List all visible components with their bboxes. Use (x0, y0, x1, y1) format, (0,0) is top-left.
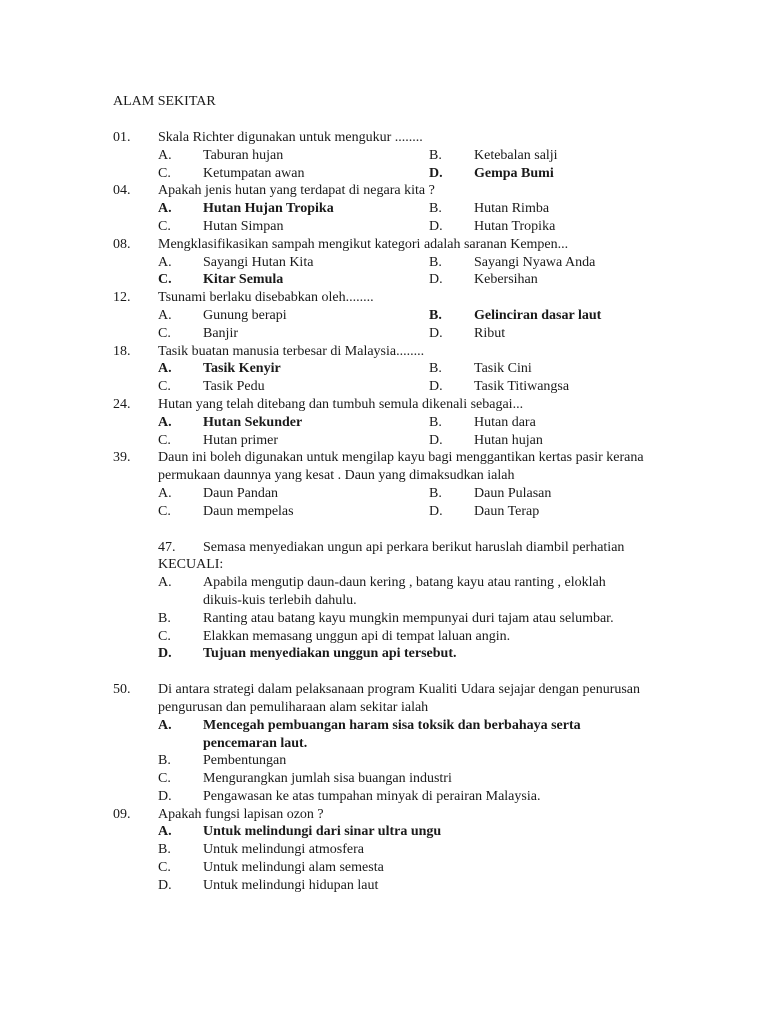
spacer (0, 521, 768, 539)
option-letter: C. (158, 860, 171, 876)
answer-option (429, 414, 729, 432)
question-text: Di antara strategi dalam pelaksanaan program Kualiti Udara sejajar dengan penurusan pengurusan dan pemuliharaan alam sekitar ialah (158, 682, 641, 715)
answer-option (0, 752, 768, 770)
option-text: Ketebalan salji (474, 147, 558, 163)
option-text: Sayangi Nyawa Anda (474, 254, 596, 270)
option-text: Banjir (203, 325, 238, 341)
option-letter: D. (429, 432, 443, 448)
option-text: Sayangi Hutan Kita (203, 254, 314, 270)
answer-option (429, 200, 729, 218)
answer-option (0, 307, 429, 325)
option-text: Gunung berapi (203, 307, 287, 323)
option-row (0, 325, 768, 343)
question-text: Apakah jenis hutan yang terdapat di negara kita ? (158, 183, 435, 199)
option-text: Hutan dara (474, 414, 536, 430)
option-text: Tujuan menyediakan unggun api tersebut. (203, 646, 457, 662)
option-text: Tasik Pedu (203, 379, 265, 395)
answer-option (0, 165, 429, 183)
question-text: Apakah fungsi lapisan ozon ? (158, 806, 324, 822)
question-number: 24. (113, 396, 131, 412)
answer-option (429, 271, 729, 289)
option-letter: B. (429, 485, 442, 501)
option-row (0, 307, 768, 325)
option-letter: A. (158, 485, 172, 501)
option-row (0, 485, 768, 503)
option-text: Ketumpatan awan (203, 165, 305, 181)
answer-option (0, 574, 768, 610)
question-text: 47. Semasa menyediakan ungun api perkara berikut haruslah diambil perhatian KECUALI: (158, 539, 625, 573)
question-row (0, 449, 768, 485)
question-block (0, 396, 768, 449)
option-letter: A. (158, 254, 172, 270)
option-text: Daun Pandan (203, 485, 279, 501)
answer-option (0, 271, 429, 289)
option-letter: A. (158, 717, 172, 733)
option-letter: A. (158, 307, 172, 323)
question-row (0, 396, 768, 414)
answer-option (0, 378, 429, 396)
option-letter: A. (158, 361, 172, 377)
option-letter: C. (158, 628, 171, 644)
option-row (0, 254, 768, 272)
question-block (0, 289, 768, 342)
option-letter: C. (158, 165, 171, 181)
answer-option (0, 218, 429, 236)
answer-option (429, 360, 729, 378)
option-text: Kitar Semula (203, 272, 284, 288)
option-letter: C. (158, 218, 171, 234)
option-letter: D. (429, 379, 443, 395)
answer-option (0, 325, 429, 343)
question-list (0, 129, 768, 895)
option-letter: C. (158, 379, 171, 395)
answer-option (0, 645, 768, 663)
answer-option (429, 254, 729, 272)
answer-option (0, 414, 429, 432)
option-letter: B. (158, 753, 171, 769)
option-letter: D. (429, 218, 443, 234)
question-row (0, 806, 768, 824)
answer-option (429, 165, 729, 183)
option-row (0, 165, 768, 183)
answer-option (429, 147, 729, 165)
question-number: 09. (113, 806, 131, 822)
question-text: Skala Richter digunakan untuk mengukur ........ (158, 130, 423, 145)
option-letter: D. (429, 503, 443, 519)
option-text: Hutan Tropika (474, 218, 556, 234)
option-letter: C. (158, 325, 171, 341)
option-text: Kebersihan (474, 272, 538, 288)
option-text: Taburan hujan (203, 147, 284, 163)
option-row (0, 503, 768, 521)
option-row (0, 200, 768, 218)
option-row (0, 147, 768, 165)
option-text: Tasik Cini (474, 361, 532, 377)
option-text: Daun mempelas (203, 503, 294, 519)
option-text: Pembentungan (203, 753, 287, 769)
option-row (0, 378, 768, 396)
option-text: Apabila mengutip daun-daun kering , batang kayu atau ranting , eloklah dikuis-kuis terlebih dahulu. (203, 575, 606, 608)
question-number: 12. (113, 290, 131, 306)
option-text: Hutan Sekunder (203, 414, 303, 430)
answer-option (429, 307, 729, 325)
question-row (0, 289, 768, 307)
answer-option (0, 485, 429, 503)
question-number: 08. (113, 236, 131, 252)
option-letter: A. (158, 575, 172, 591)
question-block (0, 182, 768, 235)
option-text: Gempa Bumi (474, 165, 554, 181)
answer-option (429, 503, 729, 521)
option-letter: C. (158, 432, 171, 448)
question-number: 39. (113, 450, 131, 466)
option-text: Hutan primer (203, 432, 279, 448)
answer-option (429, 485, 729, 503)
answer-option (0, 360, 429, 378)
question-row (0, 236, 768, 254)
option-text: Mengurangkan jumlah sisa buangan industri (203, 771, 452, 787)
answer-option (0, 200, 429, 218)
option-text: Tasik Kenyir (203, 361, 281, 377)
answer-option (429, 378, 729, 396)
option-row (0, 414, 768, 432)
question-text: Mengklasifikasikan sampah mengikut kategori adalah saranan Kempen... (158, 236, 569, 252)
option-letter: C. (158, 771, 171, 787)
question-row (0, 539, 768, 575)
question-number: 47. (158, 539, 176, 555)
question-block (0, 806, 768, 895)
question-text: Tasik buatan manusia terbesar di Malaysia........ (158, 343, 425, 359)
option-row (0, 432, 768, 450)
document-title: ALAM SEKITAR (113, 94, 216, 109)
option-text: Ribut (474, 325, 506, 341)
option-text: Hutan Hujan Tropika (203, 201, 334, 217)
answer-option (0, 628, 768, 646)
answer-option (0, 432, 429, 450)
answer-option (0, 770, 768, 788)
option-row (0, 271, 768, 289)
answer-option (429, 432, 729, 450)
option-text: Gelinciran dasar laut (474, 307, 602, 323)
option-letter: B. (429, 307, 442, 323)
answer-option (0, 841, 768, 859)
question-row (0, 129, 768, 147)
answer-option (0, 503, 429, 521)
question-block (0, 236, 768, 289)
question-text: Daun ini boleh digunakan untuk mengilap kayu bagi menggantikan kertas pasir kerana permukaan daunnya yang kesat . Daun yang dimaksudkan ialah (158, 450, 644, 484)
question-block (0, 449, 768, 520)
question-number: 18. (113, 343, 131, 359)
question-row (0, 182, 768, 200)
question-row (0, 343, 768, 361)
answer-option (0, 877, 768, 895)
option-text: Tasik Titiwangsa (474, 379, 570, 395)
question-text: Hutan yang telah ditebang dan tumbuh semula dikenali sebagai... (158, 396, 524, 412)
answer-option (0, 859, 768, 877)
option-text: Daun Pulasan (474, 485, 552, 501)
option-letter: D. (429, 272, 443, 288)
answer-option (0, 788, 768, 806)
option-text: Untuk melindungi atmosfera (203, 842, 364, 858)
question-number: 04. (113, 183, 131, 199)
option-text: Mencegah pembuangan haram sisa toksik dan berbahaya serta pencemaran laut. (203, 717, 581, 751)
option-letter: C. (158, 272, 172, 288)
option-letter: A. (158, 201, 172, 217)
option-text: Untuk melindungi hidupan laut (203, 877, 379, 893)
option-letter: D. (429, 165, 443, 181)
question-block (0, 681, 768, 806)
answer-option (0, 610, 768, 628)
option-letter: C. (158, 503, 171, 519)
option-text: Untuk melindungi dari sinar ultra ungu (203, 824, 442, 840)
option-letter: B. (429, 147, 442, 163)
option-text: Elakkan memasang unggun api di tempat laluan angin. (203, 628, 511, 644)
option-letter: D. (158, 788, 172, 804)
option-letter: A. (158, 824, 172, 840)
answer-option (0, 147, 429, 165)
question-number: 50. (113, 682, 131, 698)
option-letter: B. (429, 201, 442, 217)
spacer (0, 663, 768, 681)
option-letter: D. (158, 646, 172, 662)
question-block (0, 343, 768, 396)
option-letter: B. (158, 842, 171, 858)
answer-option (0, 717, 768, 753)
option-row (0, 218, 768, 236)
option-text: Daun Terap (474, 503, 540, 519)
answer-option (0, 823, 768, 841)
option-text: Pengawasan ke atas tumpahan minyak di perairan Malaysia. (203, 788, 541, 804)
question-block (0, 539, 768, 664)
option-letter: A. (158, 147, 172, 163)
question-number: 01. (113, 130, 131, 145)
option-text: Hutan Simpan (203, 218, 284, 234)
option-row (0, 360, 768, 378)
option-text: Hutan hujan (474, 432, 543, 448)
option-letter: B. (429, 254, 442, 270)
option-letter: B. (158, 610, 171, 626)
answer-option (429, 325, 729, 343)
option-letter: B. (429, 361, 442, 377)
question-text: Tsunami berlaku disebabkan oleh........ (158, 290, 374, 306)
question-block (0, 129, 768, 182)
option-text: Hutan Rimba (474, 201, 550, 217)
question-row (0, 681, 768, 717)
option-text: Untuk melindungi alam semesta (203, 860, 384, 876)
option-letter: D. (429, 325, 443, 341)
answer-option (0, 254, 429, 272)
option-letter: D. (158, 877, 172, 893)
option-letter: B. (429, 414, 442, 430)
answer-option (429, 218, 729, 236)
option-text: Ranting atau batang kayu mungkin mempunyai duri tajam atau selumbar. (203, 610, 614, 626)
option-letter: A. (158, 414, 172, 430)
